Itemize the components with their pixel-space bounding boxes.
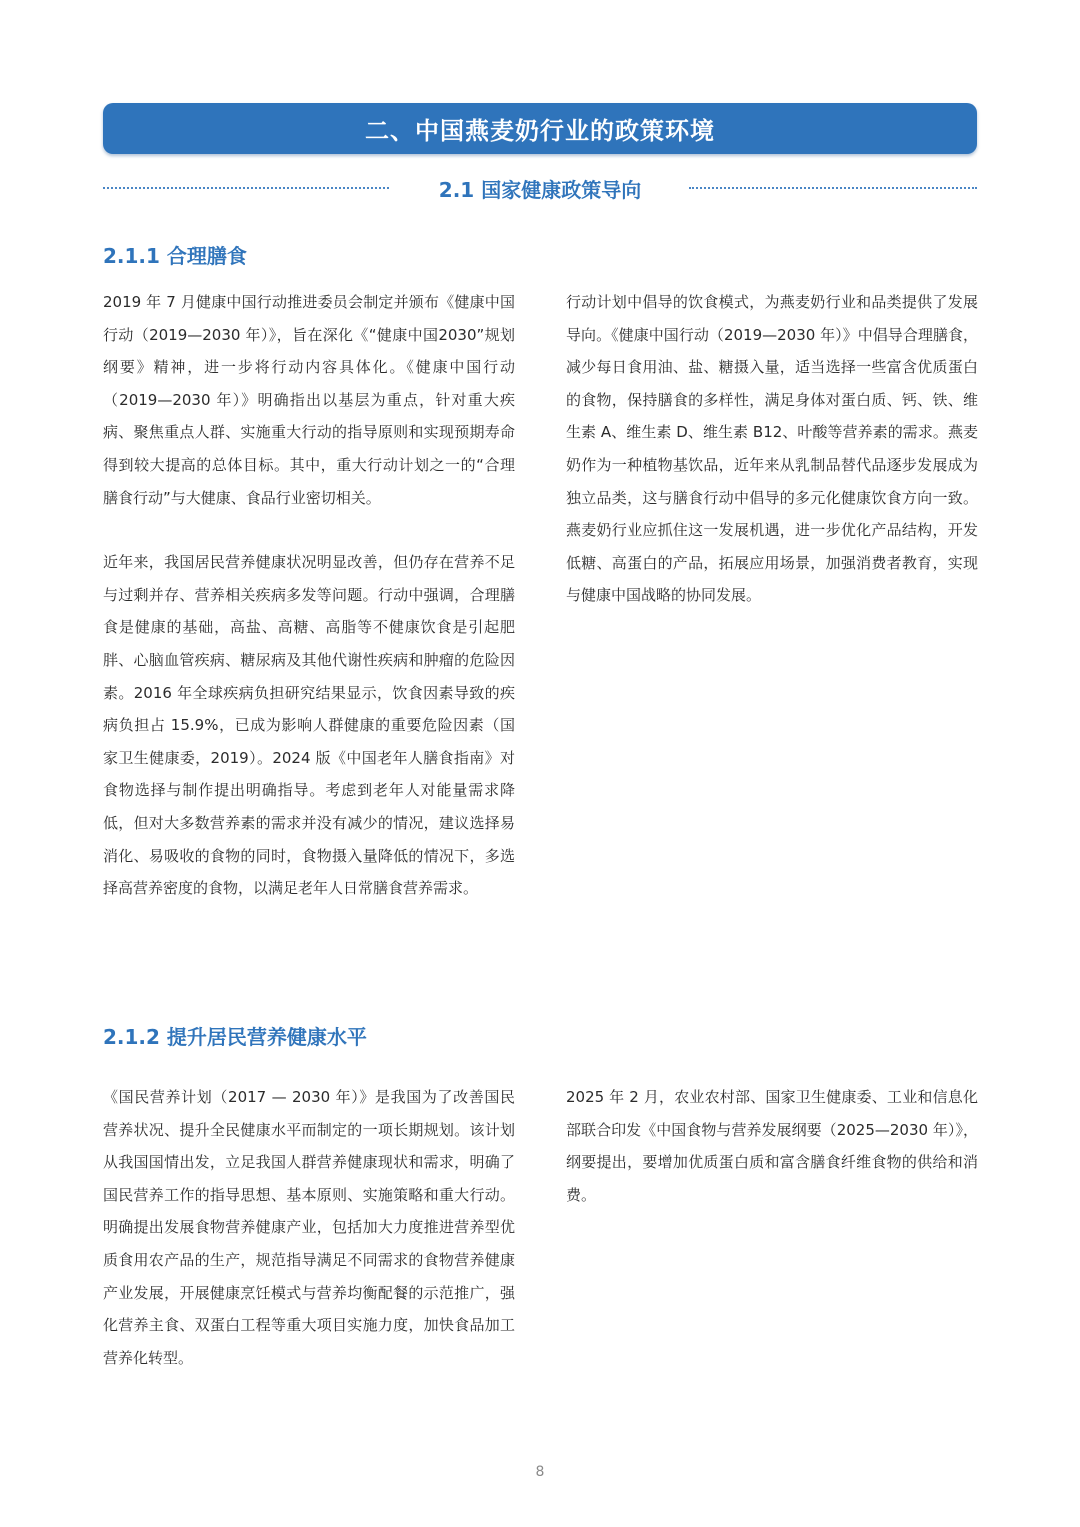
chapter-title: 二、中国燕麦奶行业的政策环境 [365,117,715,145]
paragraph: 2019 年 7 月健康中国行动推进委员会制定并颁布《健康中国行动（2019—2030 年）》，旨在深化《“健康中国2030”规划纲要》精神，进一步将行动内容具体化。《健康中国行动（2019—2030 年）》明确指出以基层为重点，针对重大疾病、聚焦重点人群、实施重大行动的指导原则和实现预期寿命得到较大提高的总体目标。其中，重大行动计划之一的“合理膳食行动”与大健康、食品行业密切相关。 [103,293,515,507]
paragraph: 2025 年 2 月，农业农村部、国家卫生健康委、工业和信息化部联合印发《中国食物与营养发展纲要（2025—2030 年）》，纲要提出，要增加优质蛋白质和富含膳食纤维食物的供给和消费。 [566,1088,978,1204]
section-subtitle: 2.1 国家健康政策导向 [438,178,642,202]
paragraph: 近年来，我国居民营养健康状况明显改善，但仍存在营养不足与过剩并存、营养相关疾病多发等问题。行动中强调，合理膳食是健康的基础，高盐、高糖、高脂等不健康饮食是引起肥胖、心脑血管疾病、糖尿病及其他代谢性疾病和肿瘤的危险因素。2016 年全球疾病负担研究结果显示，饮食因素导致的疾病负担占 15.9%，已成为影响人群健康的重要危险因素（国家卫生健康委，2019）。2024 版《中国老年人膳食指南》对食物选择与制作提出明确指导。考虑到老年人对能量需求降低，但对大多数营养素的需求并没有减少的情况，建议选择易消化、易吸收的食物的同时，食物摄入量降低的情况下，多选择高营养密度的食物，以满足老年人日常膳食营养需求。 [103,553,515,898]
section-nutrition-right-column [566,1081,978,1211]
section-diet-right-column [566,286,978,612]
section-heading-nutrition: 2.1.2 提升居民营养健康水平 [103,1025,367,1049]
section-subtitle-row [103,168,977,208]
paragraph: 《国民营养计划（2017 — 2030 年）》是我国为了改善国民营养状况、提升全民健康水平而制定的一项长期规划。该计划从我国国情出发，立足我国人群营养健康现状和需求，明确了国民营养工作的指导思想、基本原则、实施策略和重大行动。明确提出发展食物营养健康产业，包括加大力度推进营养型优质食用农产品的生产，规范指导满足不同需求的食物营养健康产业发展，开展健康烹饪模式与营养均衡配餐的示范推广，强化营养主食、双蛋白工程等重大项目实施力度，加快食品加工营养化转型。 [103,1088,515,1367]
section-nutrition-left-column [103,1081,515,1374]
section-diet-left-column [103,286,515,905]
chapter-banner [103,103,977,154]
section-heading-diet: 2.1.1 合理膳食 [103,244,247,268]
page-number: 8 [535,1464,545,1480]
paragraph: 行动计划中倡导的饮食模式，为燕麦奶行业和品类提供了发展导向。《健康中国行动（2019—2030 年）》中倡导合理膳食，减少每日食用油、盐、糖摄入量，适当选择一些富含优质蛋白的食物，保持膳食的多样性，满足身体对蛋白质、钙、铁、维生素 A、维生素 D、维生素 B12、叶酸等营养素的需求。燕麦奶作为一种植物基饮品，近年来从乳制品替代品逐步发展成为独立品类，这与膳食行动中倡导的多元化健康饮食方向一致。燕麦奶行业应抓住这一发展机遇，进一步优化产品结构，开发低糖、高蛋白的产品，拓展应用场景，加强消费者教育，实现与健康中国战略的协同发展。 [566,293,978,605]
dotted-divider-right [689,187,977,189]
